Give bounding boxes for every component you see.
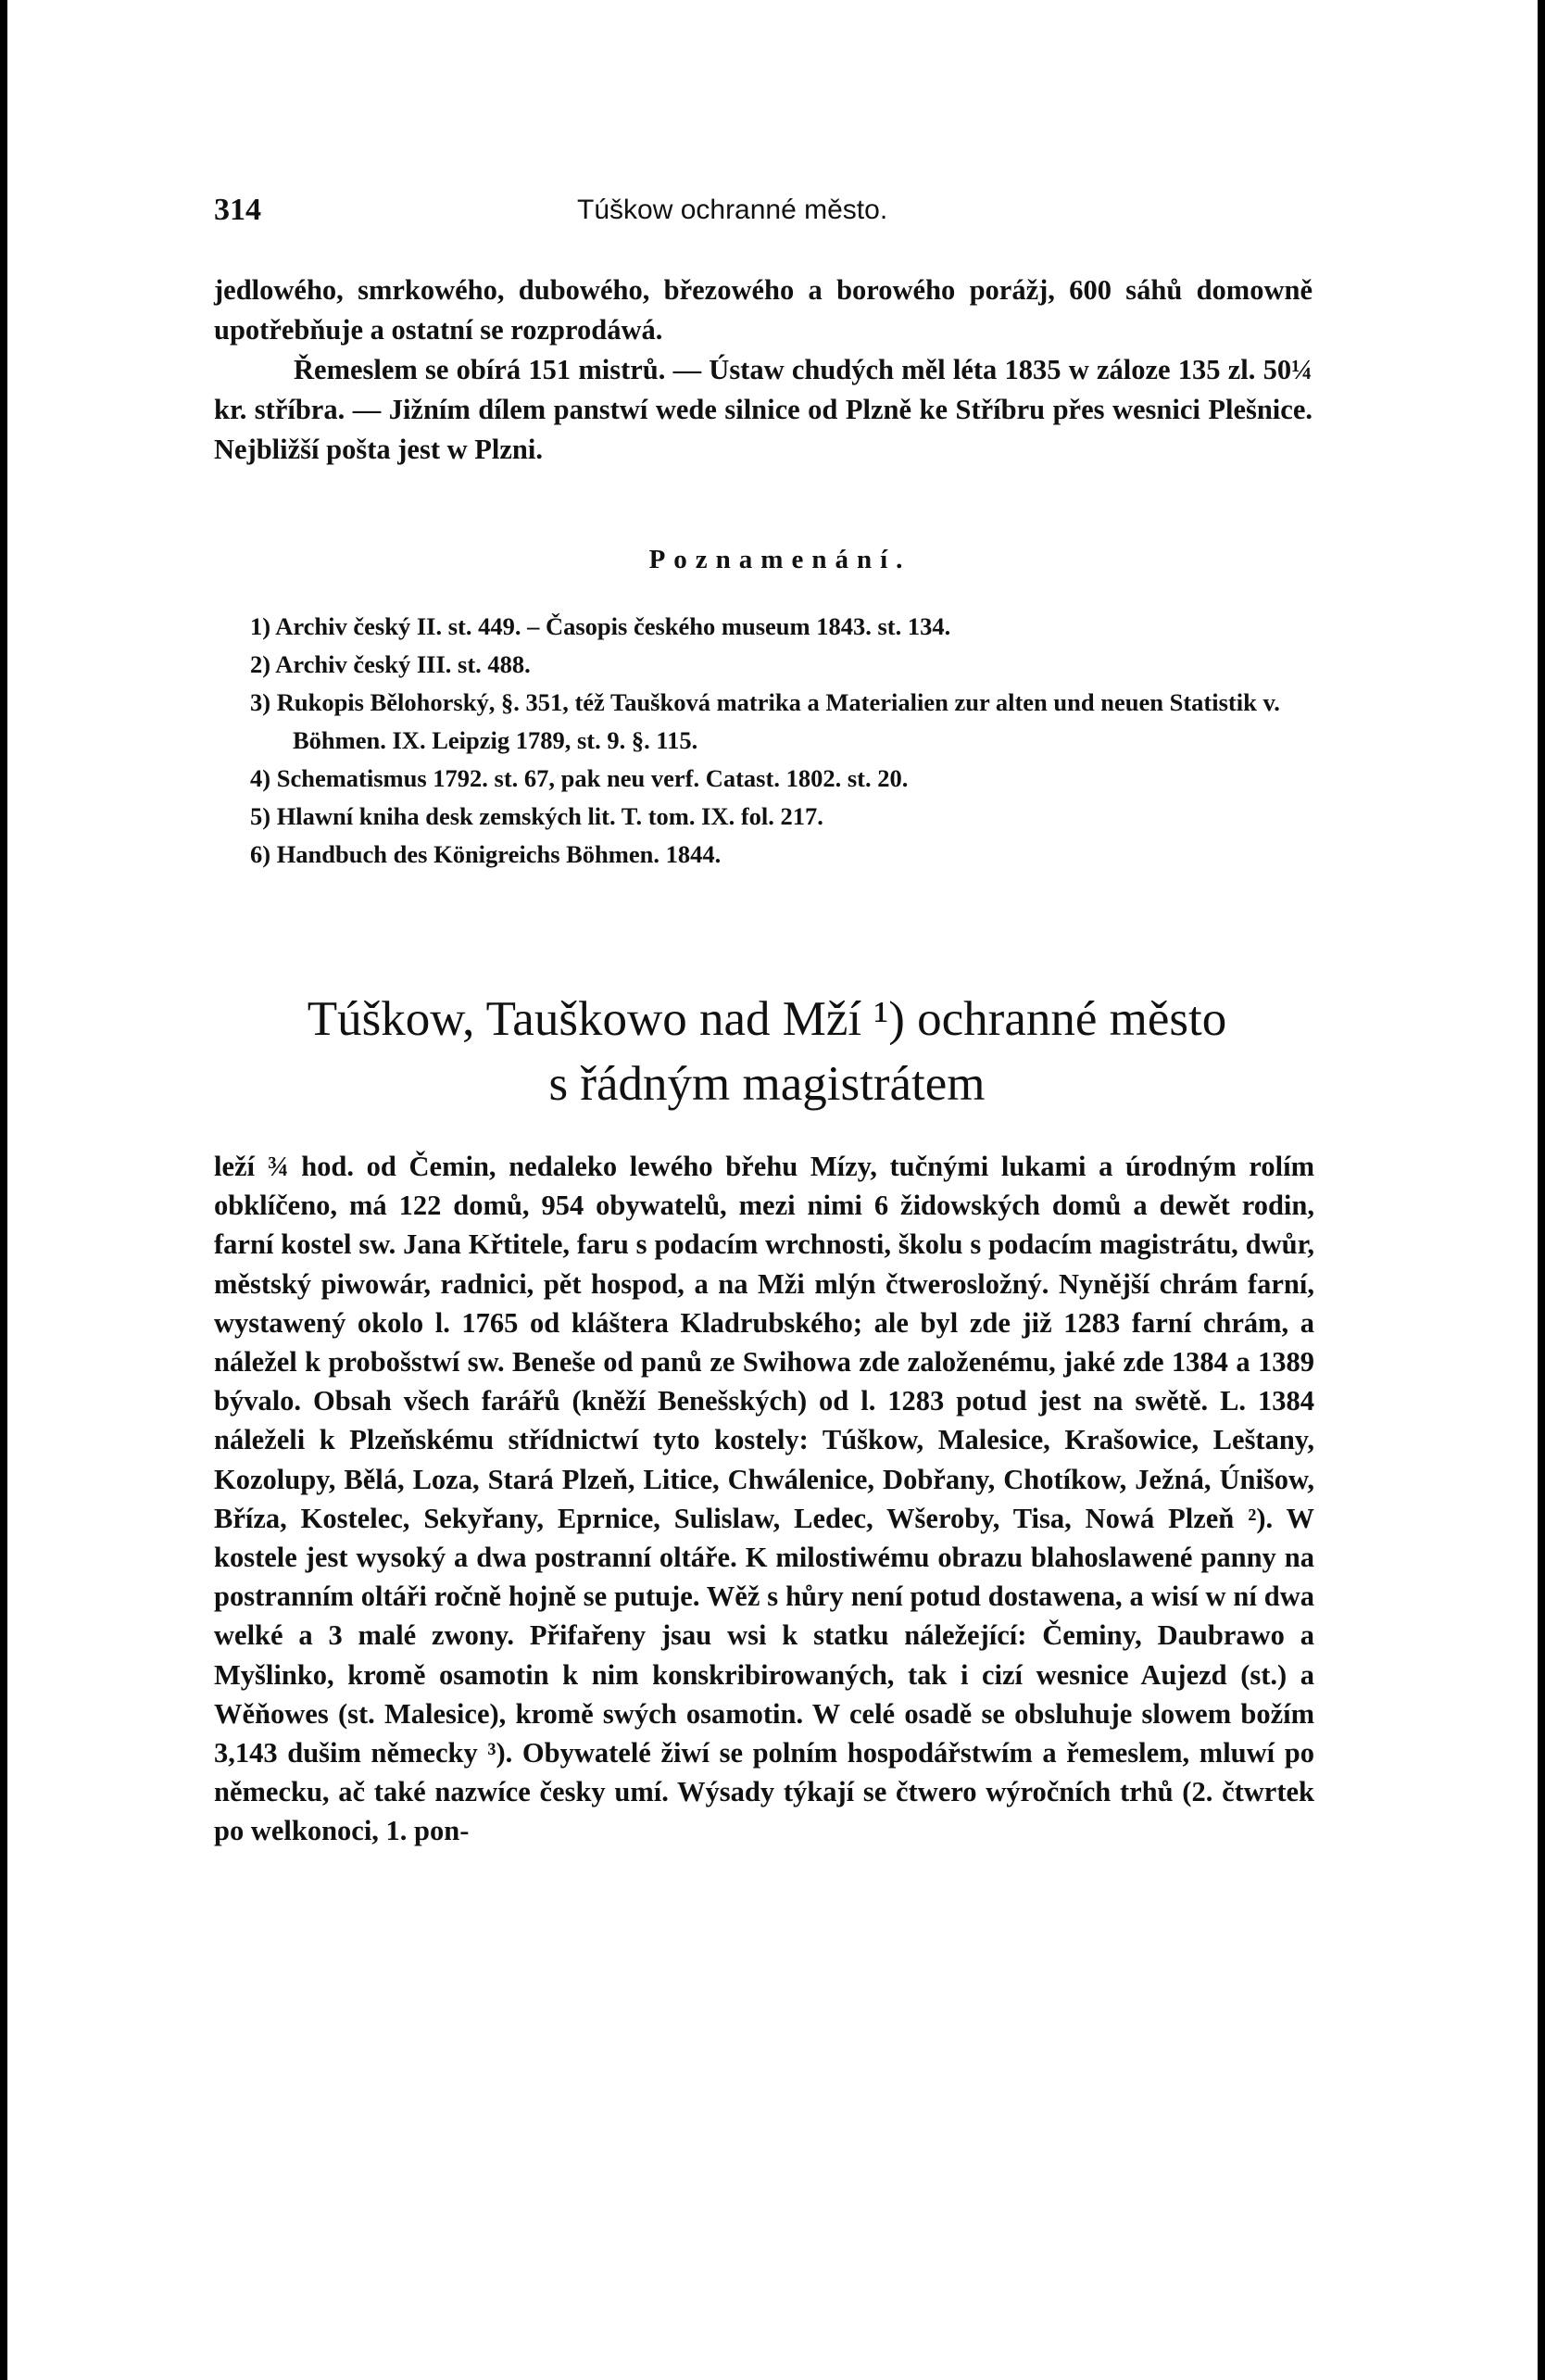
notes-heading: Poznamenání. <box>648 545 911 574</box>
section-title-line-2: s řádným magistrátem <box>548 1057 986 1111</box>
note-item: 2) Archiv český III. st. 488. <box>250 650 531 678</box>
continuation-text <box>214 271 1313 470</box>
continuation-paragraph-1: jedlowého, smrkowého, dubowého, březowého a borowého porážj, 600 sáhů domowně upotřebňuje a ostatní se rozprodáwá. <box>214 274 1313 346</box>
note-item: 5) Hlawní kniha desk zemských lit. T. tom. IX. fol. 217. <box>250 802 823 830</box>
note-item: 1) Archiv český II. st. 449. – Časopis českého museum 1843. st. 134. <box>250 612 951 640</box>
page <box>7 0 1538 2380</box>
continuation-paragraph-2: Řemeslem se obírá 151 mistrů. — Ústaw chudých měl léta 1835 w záloze 135 zl. 50¼ kr. stříbra. — Jižním dílem panstwí wede silnice od Plzně ke Stříbru přes wesnici Plešnice. Nejbližší pošta jest w Plzni. <box>214 354 1313 465</box>
note-item: 6) Handbuch des Königreichs Böhmen. 1844. <box>250 840 722 868</box>
page-header <box>214 193 1307 230</box>
notes-list <box>250 608 1315 874</box>
page-number: 314 <box>214 193 261 227</box>
section-title <box>193 987 1341 1116</box>
section-title-line-1: Túškow, Tauškowo nad Mží ¹) ochranné město <box>307 992 1227 1046</box>
note-item: 3) Rukopis Bělohorský, §. 351, též Taušková matrika a Materialien zur alten und neuen Statistik v. Böhmen. IX. Leipzig 1789, st. 9. §. 115. <box>250 688 1280 754</box>
running-title: Túškow ochranné město. <box>577 195 888 225</box>
section-body: leží ¾ hod. od Čemin, nedaleko lewého břehu Mízy, tučnými lukami a úrodným rolím obklíčeno, má 122 domů, 954 obywatelů, mezi nimi 6 židowských domů a dewět rodin, farní kostel sw. Jana Křtitele, faru s podacím wrchnosti, školu s podacím magistrátu, dwůr, městský piwowár, radnici, pět hospod, a na Mži mlýn čtwerosložný. Nynější chrám farní, wystawený okolo l. 1765 od kláštera Kladrubského; ale byl zde již 1283 farní chrám, a náležel k probošstwí sw. Beneše od panů ze Swihowa zde založenému, jaké zde 1384 a 1389 bývalo. Obsah všech farářů (kněží Benešských) od l. 1283 potud jest na swětě. L. 1384 náleželi k Plzeňskému střídnictwí tyto kostely: Túškow, Malesice, Krašowice, Leštany, Kozolupy, Bělá, Loza, Stará Plzeň, Litice, Chwálenice, Dobřany, Chotíkow, Ježná, Únišow, Bříza, Kostelec, Sekyřany, Eprnice, Sulislaw, Ledec, Wšeroby, Tisa, Nowá Plzeň ²). W kostele jest wysoký a dwa postranní oltáře. K milostiwému obrazu blahoslawené panny na postranním oltáři ročně hojně se putuje. Wěž s hůry není potud dostawena, a wisí w ní dwa welké a 3 malé zwony. Přifařeny jsau wsi k statku náležející: Čeminy, Daubrawo a Myšlinko, kromě osamotin k nim konskribirowaných, tak i cizí wesnice Aujezd (st.) a Wěňowes (st. Malesice), kromě swých osamotin. W celé osadě se obsluhuje slowem božím 3,143 dušim německy ³). Obywatelé žiwí se polním hospodářstwím a řemeslem, mluwí po německu, ač také nazwíce česky umí. Wýsady týkají se čtwero wýročních trhů (2. čtwrtek po welkonoci, 1. pon- <box>214 1151 1314 1847</box>
note-item: 4) Schematismus 1792. st. 67, pak neu verf. Catast. 1802. st. 20. <box>250 764 909 792</box>
